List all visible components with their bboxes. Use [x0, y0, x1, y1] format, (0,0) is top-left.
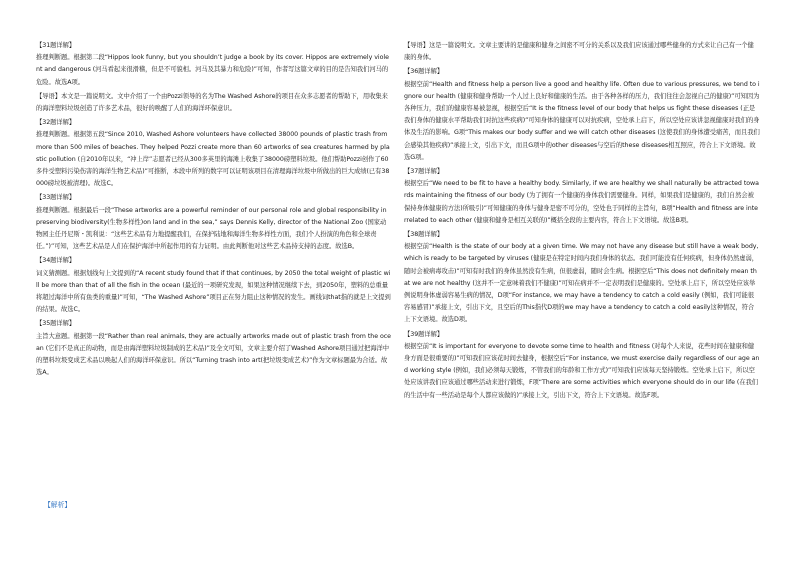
explanation-text: 根据空后“We need to be fit to have a healthy body. Similarly, if we are healthy we shall naturally be attracted towards maintaining the fitness of our body (为了拥有一个健康的身体我们需要健身。同样，如果我们是健康的，我们自然会被保持身体健康的方法)所吸引)”可知健康的身体与健身是密不可分的，空处也于同样的主旨句，B项“Health and fitness are interrelated to each other (健康和健身是相互关联的)”概括全段的主要内容，符合上下文语境。故选B项。	[404, 180, 759, 224]
intro-text: 【导语】这是一篇说明文。文章主要讲的是健康和健身之间密不可分的关系以及我们应该通过哪些健身的方式来让自己有一个健康的身体。	[404, 42, 754, 62]
explanation-text: 推理判断题。根据最后一段“These artworks are a powerful reminder of our personal role and global responsibility in preserving biodiversity(生物多样性)on land and in the sea,” says Dennis Kelly, director of the National Zoo (国家动物园主任丹尼斯・凯利说：“这些艺术品有力地提醒我们，在保护陆地和海洋生物多样性方面，我们个人扮演的角色和全球责任。”)”可知，这些艺术品是人们在保护海洋中所起作用的有力证明。由此判断他对这些艺术品持支持的态度。故选B。	[36, 206, 387, 251]
question-heading: 【34题详解】	[36, 257, 76, 265]
explanation-text: 根据空前“Health is the state of our body at a given time. We may not have any disease but still have a weak body, which is ready to be targeted by viruses (健康是在特定时间内我们身体的状态。我们可能没有任何疾病，但身体仍然虚弱，随时会被病毒攻击)”可知有时我们的身体虽然没有生病，但很虚弱，随时会生病。根据空后“This does not definitely mean that we are not healthy (这并不一定意味着我们不健康)”可知在病并不一定表明我们是健康的。空处承上启下，所以空处应该举例说明身体虚弱容易生病的情况，D项“For instance, we may have a tendency to catch a cold easily (例如，我们可能很容易感冒)”承接上文，引出下文，且空后的This指代D项的we may have a tendency to catch a cold easily这种情况，符合上下文语境。故选D项。	[404, 243, 759, 324]
answer-31	[36, 40, 392, 89]
analysis-label: 【解析】	[44, 501, 72, 509]
answer-32	[36, 117, 392, 190]
question-heading: 【39题详解】	[404, 330, 444, 338]
intro-text: 【导语】本文是一篇说明文。文中介绍了一个由Pozzi领导的名为The Washed Ashore的项目在众多志愿者的帮助下，用收集来的海洋塑料垃圾创造了许多艺术品，很好的唤醒了人们的海洋环保意识。	[36, 92, 388, 113]
explanation-text: 推理判断题。根据第五段“Since 2010, Washed Ashore volunteers have collected 38000 pounds of plastic trash from more than 500 miles of beaches. They helped Pozzi create more than 60 artworks of sea creatures harmed by plastic pollution (自2010年以来，“冲上岸”志愿者已经从300多英里的海滩上收集了38000磅塑料垃圾。他们帮助Pozzi创作了60多件受塑料污染伤害的海洋生物艺术品)”可推断，本段中所列的数字可以证明该项目在清理海洋垃圾中所做出的巨大成绩(已有38 000磅垃圾被清理)。故选C。	[36, 131, 390, 188]
passage-intro	[404, 40, 760, 64]
explanation-text: 根据空前“It is important for everyone to devote some time to health and fitness (对每个人来说，花些时间在健康和健身方面是很重要的)”可知我们应该花时间去健身，根据空后“For instance, we must exercise daily regardless of our age and working style (例如，我们必须每天锻炼，不管我们的年龄和工作方式)”可知我们应该每天坚持锻炼。空处承上启下，所以空处应该讲我们应该通过哪些活动来进行锻炼，F项“There are some activities which everyone should do in our life (在我们的生活中有一些活动是每个人都应该做的)”承接上文，引出下文，符合上下文语境。故选F项。	[404, 342, 760, 399]
explanation-text: 主旨大意题。根据第一段“Rather than real animals, they are actually artworks made out of plastic trash from the ocean (它们不是真正的动物，而是由海洋塑料垃圾制成的艺术品)”及全文可知，文章主要介绍了Washed Ashore项目通过把海洋中的塑料垃圾变成艺术品以唤起人们的海洋环保意识。所以“Turning trash into art(把垃圾变成艺术)”作为文章标题最为合适。故选A。	[36, 332, 392, 377]
passage-intro	[36, 91, 392, 115]
answer-35	[36, 318, 392, 379]
answer-36	[404, 66, 760, 164]
question-heading: 【31题详解】	[36, 42, 76, 49]
explanation-text: 词义猜测题。根据划线句上文提到的“A recent study found that if that continues, by 2050 the total weight of plastic will be more than that of all the fish in the ocean (最近的一项研究发现，如果这种情况继续下去，到2050年，塑料的总重量将超过海洋中所有鱼类的重量)”可知，“The Washed Ashore”项目正在努力阻止这种情况的发生。画线词that指的就是上文提到的结果。故选C。	[36, 269, 391, 314]
question-heading: 【33题详解】	[36, 194, 76, 202]
answer-37	[404, 166, 760, 227]
question-heading: 【38题详解】	[404, 231, 444, 239]
answer-38	[404, 229, 760, 327]
explanation-text: 根据空前“Health and fitness help a person live a good and healthy life. Often due to various pressures, we tend to ignore our health (健康和健身帮助一个人过上良好和健康的生活。由于各种各样的压力，我们往往会忽视自己的健康)”可知因为各种压力，我们的健康容易被忽视，根据空后“It is the fitness level of our body that helps us fight these diseases (正是我们身体的健康水平帮助我们对抗这些疾病)”可知身体的健康可以对抗疾病，空处承上启下，所以空处应该讲忽视健康对我们的身体及生活的影响。G项“This makes our body suffer and we will catch other diseases (这使我们的身体遭受痛苦，而且我们会感染其他疾病)”承接上文，引出下文，而且G项中的other diseases与空后的these diseases相互照应，符合上下文语境。故选G项。	[404, 80, 760, 161]
answer-39	[404, 329, 760, 402]
answer-33	[36, 192, 392, 253]
question-heading: 【32题详解】	[36, 119, 76, 127]
right-column	[404, 40, 760, 404]
explanation-text: 推理判断题。根据第二段“Hippos look funny, but you shouldn’t judge a book by its cover. Hippos are extremely violent and dangerous (河马看起来很滑稽，但是不可貌相。河马及其暴力和危险)”可知，作者写这篇文章的目的是告知我们河马的危险。故选A项。	[36, 54, 389, 86]
left-column	[36, 40, 392, 381]
answer-34	[36, 255, 392, 316]
question-heading: 【37题详解】	[404, 168, 444, 176]
question-heading: 【36题详解】	[404, 68, 444, 76]
question-heading: 【35题详解】	[36, 320, 76, 328]
